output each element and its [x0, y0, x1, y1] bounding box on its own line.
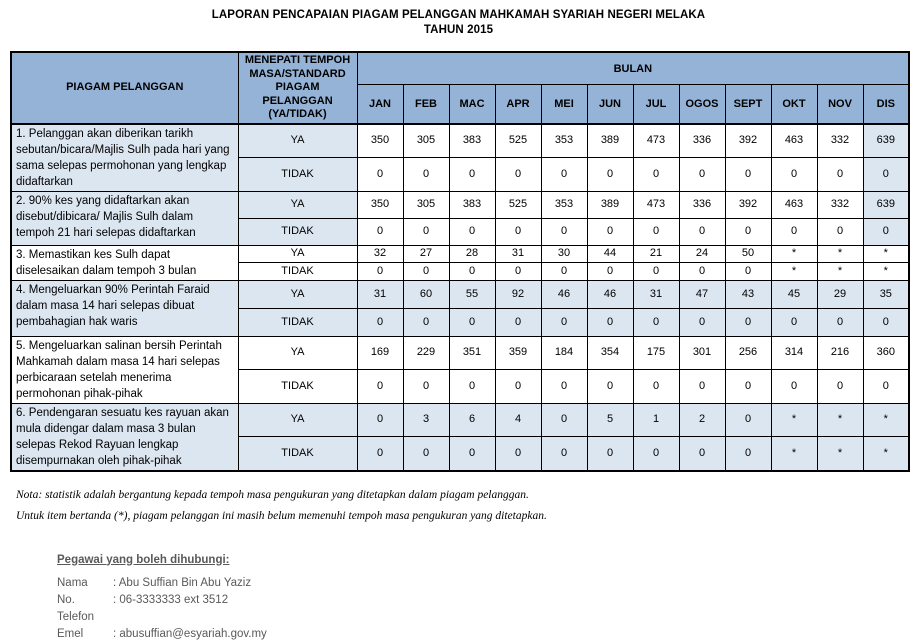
report-title-line2: TAHUN 2015: [423, 24, 494, 36]
value-cell-tidak-ogos: 0: [679, 370, 725, 404]
column-header-bulan: BULAN: [357, 52, 909, 85]
contact-label: No. Telefon: [57, 593, 95, 623]
value-cell-ya-dis: 360: [863, 336, 909, 370]
value-cell-tidak-okt: *: [771, 437, 817, 471]
value-cell-ya-okt: 45: [771, 280, 817, 308]
month-header-nov: NOV: [817, 85, 863, 124]
value-cell-tidak-apr: 0: [495, 437, 541, 471]
value-cell-ya-nov: 29: [817, 280, 863, 308]
value-cell-tidak-jan: 0: [357, 370, 403, 404]
value-cell-tidak-mei: 0: [541, 263, 587, 281]
month-header-jan: JAN: [357, 85, 403, 124]
column-header-piagam-pelanggan: PIAGAM PELANGGAN: [11, 52, 238, 124]
value-cell-ya-nov: 332: [817, 191, 863, 218]
value-cell-tidak-dis: *: [863, 263, 909, 281]
value-cell-ya-ogos: 24: [679, 245, 725, 263]
charter-item-label: 1. Pelanggan akan diberikan tarikh sebutan/bicara/Majlis Sulh pada hari yang sama selepas permohonan yang lengkap didaftarkan: [11, 124, 238, 192]
value-cell-ya-mac: 55: [449, 280, 495, 308]
value-cell-tidak-apr: 0: [495, 218, 541, 245]
value-cell-ya-jun: 354: [587, 336, 633, 370]
value-cell-ya-mei: 0: [541, 403, 587, 437]
value-cell-tidak-mac: 0: [449, 263, 495, 281]
value-cell-ya-okt: *: [771, 403, 817, 437]
value-cell-tidak-feb: 0: [403, 308, 449, 336]
value-cell-ya-jun: 44: [587, 245, 633, 263]
value-cell-tidak-dis: 0: [863, 218, 909, 245]
charter-item-label: 4. Mengeluarkan 90% Perintah Faraid dalam masa 14 hari selepas dibuat pembahagian hak waris: [11, 280, 238, 336]
tidak-label-cell: TIDAK: [238, 437, 357, 471]
value-cell-ya-dis: 35: [863, 280, 909, 308]
value-cell-ya-ogos: 336: [679, 191, 725, 218]
value-cell-tidak-mac: 0: [449, 308, 495, 336]
value-cell-ya-jul: 473: [633, 191, 679, 218]
month-header-okt: OKT: [771, 85, 817, 124]
contact-heading: Pegawai yang boleh dihubungi:: [57, 553, 230, 566]
tidak-label-cell: TIDAK: [238, 370, 357, 404]
value-cell-tidak-jan: 0: [357, 263, 403, 281]
value-cell-ya-mei: 30: [541, 245, 587, 263]
value-cell-tidak-jun: 0: [587, 370, 633, 404]
value-cell-ya-feb: 229: [403, 336, 449, 370]
value-cell-ya-ogos: 47: [679, 280, 725, 308]
value-cell-tidak-mac: 0: [449, 218, 495, 245]
value-cell-ya-apr: 525: [495, 124, 541, 158]
value-cell-tidak-nov: *: [817, 437, 863, 471]
value-cell-tidak-ogos: 0: [679, 157, 725, 191]
value-cell-tidak-jul: 0: [633, 308, 679, 336]
contact-value: : Abu Suffian Bin Abu Yaziz: [113, 576, 252, 589]
value-cell-ya-mac: 383: [449, 191, 495, 218]
value-cell-ya-jun: 5: [587, 403, 633, 437]
value-cell-tidak-dis: 0: [863, 157, 909, 191]
value-cell-tidak-mac: 0: [449, 370, 495, 404]
report-title-line1: LAPORAN PENCAPAIAN PIAGAM PELANGGAN MAHKAMAH SYARIAH NEGERI MELAKA: [211, 9, 706, 21]
value-cell-ya-sept: 43: [725, 280, 771, 308]
report-title: [0, 8, 917, 38]
value-cell-ya-jul: 1: [633, 403, 679, 437]
column-header-menepati-tempoh: MENEPATI TEMPOH MASA/STANDARD PIAGAM PELANGGAN (YA/TIDAK): [238, 52, 357, 124]
charter-row: [11, 245, 909, 263]
notes: [16, 489, 917, 522]
month-header-dis: DIS: [863, 85, 909, 124]
charter-row: [11, 280, 909, 308]
value-cell-tidak-jan: 0: [357, 308, 403, 336]
contact-value: : abusuffian@esyariah.gov.my: [113, 627, 267, 640]
value-cell-tidak-feb: 0: [403, 263, 449, 281]
value-cell-tidak-jul: 0: [633, 157, 679, 191]
value-cell-tidak-apr: 0: [495, 370, 541, 404]
value-cell-tidak-sept: 0: [725, 308, 771, 336]
value-cell-tidak-nov: 0: [817, 308, 863, 336]
contact-label: Emel: [57, 627, 84, 640]
value-cell-tidak-jun: 0: [587, 218, 633, 245]
value-cell-ya-jan: 169: [357, 336, 403, 370]
value-cell-tidak-jan: 0: [357, 437, 403, 471]
ya-label-cell: YA: [238, 280, 357, 308]
value-cell-ya-dis: *: [863, 403, 909, 437]
value-cell-tidak-okt: 0: [771, 218, 817, 245]
charter-row: [11, 124, 909, 158]
value-cell-tidak-nov: *: [817, 263, 863, 281]
value-cell-tidak-feb: 0: [403, 157, 449, 191]
contact-row-nama: [57, 575, 917, 592]
value-cell-ya-nov: *: [817, 245, 863, 263]
value-cell-tidak-dis: *: [863, 437, 909, 471]
value-cell-tidak-feb: 0: [403, 370, 449, 404]
charter-item-label: 2. 90% kes yang didaftarkan akan disebut/dibicara/ Majlis Sulh dalam tempoh 21 hari selepas didaftarkan: [11, 191, 238, 245]
value-cell-tidak-ogos: 0: [679, 218, 725, 245]
month-header-jul: JUL: [633, 85, 679, 124]
value-cell-ya-feb: 3: [403, 403, 449, 437]
tidak-label-cell: TIDAK: [238, 308, 357, 336]
value-cell-tidak-sept: 0: [725, 370, 771, 404]
value-cell-ya-jan: 350: [357, 124, 403, 158]
value-cell-ya-nov: *: [817, 403, 863, 437]
value-cell-ya-jun: 389: [587, 191, 633, 218]
value-cell-ya-apr: 31: [495, 245, 541, 263]
value-cell-ya-mac: 6: [449, 403, 495, 437]
value-cell-ya-okt: *: [771, 245, 817, 263]
value-cell-tidak-dis: 0: [863, 370, 909, 404]
report-table: [10, 51, 910, 472]
value-cell-tidak-ogos: 0: [679, 437, 725, 471]
value-cell-ya-okt: 463: [771, 191, 817, 218]
value-cell-ya-feb: 305: [403, 191, 449, 218]
value-cell-tidak-okt: 0: [771, 308, 817, 336]
value-cell-tidak-mac: 0: [449, 437, 495, 471]
value-cell-tidak-jun: 0: [587, 157, 633, 191]
value-cell-tidak-apr: 0: [495, 157, 541, 191]
value-cell-ya-ogos: 2: [679, 403, 725, 437]
note-line: Untuk item bertanda (*), piagam pelanggan ini masih belum memenuhi tempoh masa pengukuran yang ditetapkan.: [16, 509, 547, 522]
value-cell-ya-dis: 639: [863, 124, 909, 158]
value-cell-tidak-okt: 0: [771, 157, 817, 191]
month-header-apr: APR: [495, 85, 541, 124]
value-cell-tidak-jun: 0: [587, 308, 633, 336]
value-cell-tidak-mac: 0: [449, 157, 495, 191]
value-cell-ya-okt: 314: [771, 336, 817, 370]
value-cell-tidak-sept: 0: [725, 157, 771, 191]
contact-info: [57, 554, 917, 643]
value-cell-ya-sept: 50: [725, 245, 771, 263]
charter-row: [11, 403, 909, 437]
value-cell-ya-mac: 351: [449, 336, 495, 370]
value-cell-ya-feb: 305: [403, 124, 449, 158]
value-cell-ya-jan: 350: [357, 191, 403, 218]
charter-row: [11, 336, 909, 370]
value-cell-tidak-apr: 0: [495, 308, 541, 336]
value-cell-tidak-mei: 0: [541, 437, 587, 471]
tidak-label-cell: TIDAK: [238, 218, 357, 245]
value-cell-tidak-jan: 0: [357, 218, 403, 245]
contact-value: : 06-3333333 ext 3512: [113, 593, 229, 606]
value-cell-tidak-ogos: 0: [679, 263, 725, 281]
value-cell-tidak-jun: 0: [587, 263, 633, 281]
value-cell-ya-mac: 28: [449, 245, 495, 263]
value-cell-tidak-nov: 0: [817, 218, 863, 245]
value-cell-ya-apr: 525: [495, 191, 541, 218]
value-cell-ya-mac: 383: [449, 124, 495, 158]
value-cell-ya-ogos: 301: [679, 336, 725, 370]
value-cell-ya-okt: 463: [771, 124, 817, 158]
charter-item-label: 3. Memastikan kes Sulh dapat diselesaikan dalam tempoh 3 bulan: [11, 245, 238, 280]
month-header-feb: FEB: [403, 85, 449, 124]
value-cell-ya-jan: 31: [357, 280, 403, 308]
ya-label-cell: YA: [238, 191, 357, 218]
value-cell-tidak-jul: 0: [633, 263, 679, 281]
value-cell-ya-mei: 46: [541, 280, 587, 308]
value-cell-ya-jun: 46: [587, 280, 633, 308]
value-cell-tidak-jul: 0: [633, 437, 679, 471]
tidak-label-cell: TIDAK: [238, 157, 357, 191]
value-cell-ya-feb: 60: [403, 280, 449, 308]
value-cell-tidak-mei: 0: [541, 308, 587, 336]
value-cell-ya-jan: 32: [357, 245, 403, 263]
value-cell-tidak-nov: 0: [817, 157, 863, 191]
value-cell-ya-dis: 639: [863, 191, 909, 218]
value-cell-tidak-apr: 0: [495, 263, 541, 281]
month-header-mac: MAC: [449, 85, 495, 124]
tidak-label-cell: TIDAK: [238, 263, 357, 281]
value-cell-tidak-sept: 0: [725, 263, 771, 281]
contact-row-telefon: [57, 592, 917, 626]
contact-label: Nama: [57, 576, 88, 589]
value-cell-ya-mei: 184: [541, 336, 587, 370]
value-cell-tidak-feb: 0: [403, 437, 449, 471]
value-cell-ya-jul: 473: [633, 124, 679, 158]
value-cell-ya-nov: 216: [817, 336, 863, 370]
ya-label-cell: YA: [238, 403, 357, 437]
value-cell-ya-jul: 21: [633, 245, 679, 263]
value-cell-tidak-dis: 0: [863, 308, 909, 336]
value-cell-ya-sept: 0: [725, 403, 771, 437]
value-cell-ya-apr: 92: [495, 280, 541, 308]
value-cell-ya-dis: *: [863, 245, 909, 263]
month-header-sept: SEPT: [725, 85, 771, 124]
month-header-ogos: OGOS: [679, 85, 725, 124]
ya-label-cell: YA: [238, 124, 357, 158]
value-cell-ya-sept: 392: [725, 124, 771, 158]
value-cell-tidak-sept: 0: [725, 437, 771, 471]
value-cell-tidak-mei: 0: [541, 218, 587, 245]
month-header-jun: JUN: [587, 85, 633, 124]
value-cell-ya-ogos: 336: [679, 124, 725, 158]
contact-row-emel: [57, 626, 917, 643]
month-header-mei: MEI: [541, 85, 587, 124]
value-cell-tidak-feb: 0: [403, 218, 449, 245]
ya-label-cell: YA: [238, 245, 357, 263]
charter-row: [11, 191, 909, 218]
value-cell-tidak-nov: 0: [817, 370, 863, 404]
value-cell-ya-nov: 332: [817, 124, 863, 158]
value-cell-ya-sept: 256: [725, 336, 771, 370]
ya-label-cell: YA: [238, 336, 357, 370]
value-cell-ya-mei: 353: [541, 124, 587, 158]
value-cell-tidak-sept: 0: [725, 218, 771, 245]
note-line: Nota: statistik adalah bergantung kepada tempoh masa pengukuran yang ditetapkan dalam piagam pelanggan.: [16, 488, 529, 501]
value-cell-tidak-jan: 0: [357, 157, 403, 191]
value-cell-ya-feb: 27: [403, 245, 449, 263]
charter-item-label: 5. Mengeluarkan salinan bersih Perintah Mahkamah dalam masa 14 hari selepas perbicaraan setelah menerima permohonan pihak-pihak: [11, 336, 238, 403]
value-cell-ya-apr: 4: [495, 403, 541, 437]
value-cell-ya-jan: 0: [357, 403, 403, 437]
value-cell-tidak-jul: 0: [633, 370, 679, 404]
value-cell-tidak-jun: 0: [587, 437, 633, 471]
value-cell-tidak-mei: 0: [541, 157, 587, 191]
value-cell-tidak-jul: 0: [633, 218, 679, 245]
value-cell-ya-mei: 353: [541, 191, 587, 218]
value-cell-tidak-okt: 0: [771, 370, 817, 404]
value-cell-ya-jul: 31: [633, 280, 679, 308]
value-cell-ya-jun: 389: [587, 124, 633, 158]
value-cell-ya-jul: 175: [633, 336, 679, 370]
value-cell-tidak-okt: *: [771, 263, 817, 281]
value-cell-tidak-mei: 0: [541, 370, 587, 404]
value-cell-ya-apr: 359: [495, 336, 541, 370]
value-cell-ya-sept: 392: [725, 191, 771, 218]
value-cell-tidak-ogos: 0: [679, 308, 725, 336]
charter-item-label: 6. Pendengaran sesuatu kes rayuan akan mula didengar dalam masa 3 bulan selepas Rekod Rayuan lengkap disempurnakan oleh pihak-pihak: [11, 403, 238, 471]
